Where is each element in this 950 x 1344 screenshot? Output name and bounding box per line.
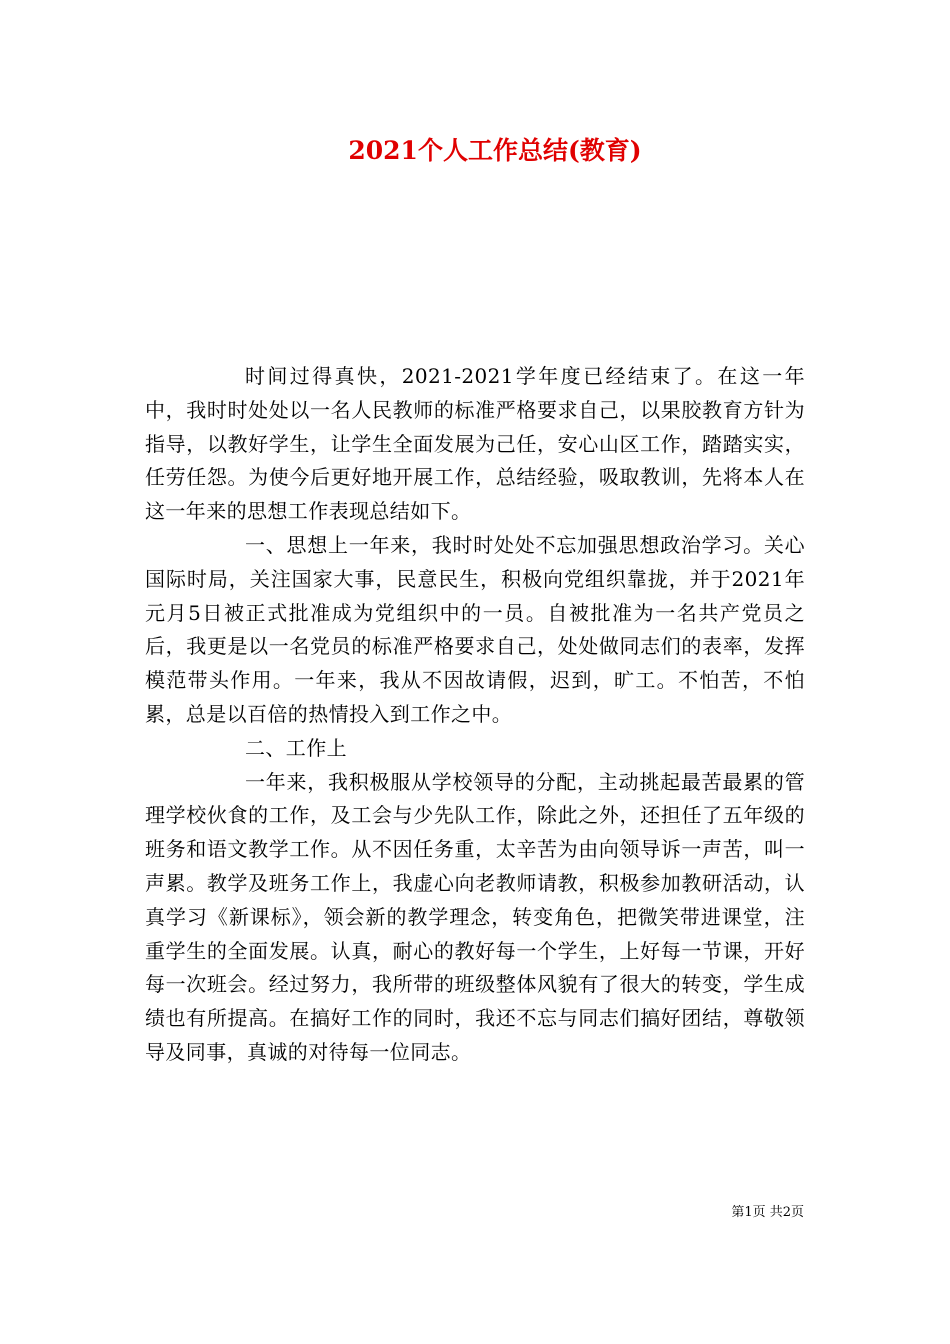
paragraph-work-heading: 二、工作上 (245, 735, 347, 760)
paragraph-intro: 时间过得真快，2021-2021学年度已经结束了。在这一年中，我时时处处以一名人民教师的标准严格要求自己，以果胶教育方针为指导，以教好学生，让学生全面发展为己任，安心山区工作，踏踏实实，任劳任怨。为使今后更好地开展工作，总结经验，吸取教训，先将本人在这一年来的思想工作表现总结如下。 (145, 364, 805, 524)
paragraph-work: 一年来，我积极服从学校领导的分配，主动挑起最苦最累的管理学校伙食的工作，及工会与少先队工作，除此之外，还担任了五年级的班务和语文教学工作。从不因任务重，太辛苦为由向领导诉一声苦，叫一声累。教学及班务工作上，我虚心向老教师请教，积极参加教研活动，认真学习《新课标》，领会新的教学理念，转变角色，把微笑带进课堂，注重学生的全面发展。认真，耐心的教好每一个学生，上好每一节课，开好每一次班会。经过努力，我所带的班级整体风貌有了很大的转变，学生成绩也有所提高。在搞好工作的同时，我还不忘与同志们搞好团结，尊敬领导及同事，真诚的对待每一位同志。 (145, 769, 805, 1064)
paragraph-ideology: 一、思想上一年来，我时时处处不忘加强思想政治学习。关心国际时局，关注国家大事，民意民生，积极向党组织靠拢，并于2021年元月5日被正式批准成为党组织中的一员。自被批准为一名共产党员之后，我更是以一名党员的标准严格要求自己，处处做同志们的表率，发挥模范带头作用。一年来，我从不因故请假，迟到，旷工。不怕苦，不怕累，总是以百倍的热情投入到工作之中。 (145, 532, 805, 726)
document-body (145, 360, 805, 1070)
document-title: 2021个人工作总结(教育) (348, 136, 642, 165)
page-number: 第1页 共2页 (731, 1205, 804, 1220)
